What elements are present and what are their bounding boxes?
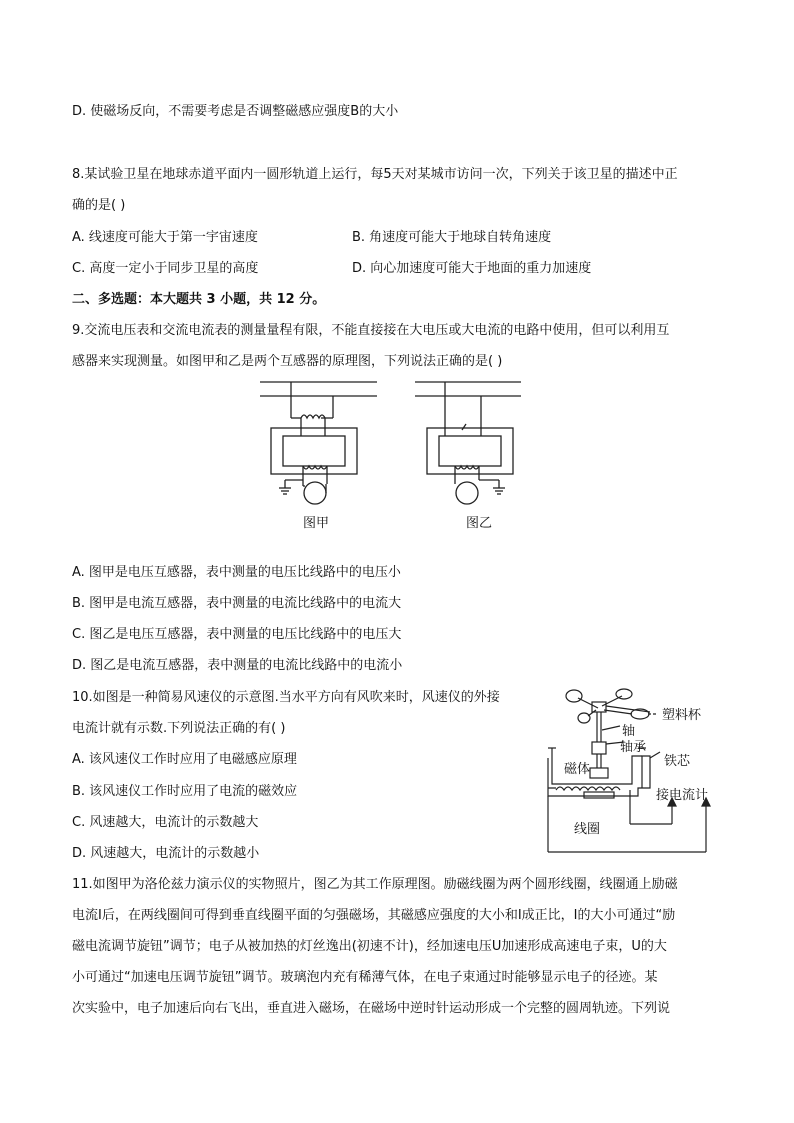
- q10-option-b: B. 该风速仪工作时应用了电流的磁效应: [72, 784, 298, 799]
- figure-label-b: 图乙: [466, 516, 493, 531]
- q9-stem-line2: 感器来实现测量。如图甲和乙是两个互感器的原理图，下列说法正确的是( ): [72, 354, 503, 369]
- q10-stem-line2: 电流计就有示数.下列说法正确的有( ): [72, 721, 286, 736]
- q9-option-b: B. 图甲是电流互感器，表中测量的电流比线路中的电流大: [72, 596, 402, 611]
- q8-option-d: D. 向心加速度可能大于地面的重力加速度: [352, 261, 592, 276]
- q8-stem-line2: 确的是( ): [72, 198, 126, 213]
- label-coil: 线圈: [574, 822, 601, 837]
- label-meter: 接电流计: [656, 788, 709, 803]
- q9-option-c: C. 图乙是电压互感器，表中测量的电压比线路中的电压大: [72, 627, 402, 642]
- q8-option-b: B. 角速度可能大于地球自转角速度: [352, 230, 552, 245]
- q9-stem-line1: 9.交流电压表和交流电流表的测量量程有限，不能直接接在大电压或大电流的电路中使用，但可以利用互: [72, 323, 670, 338]
- q9-option-a: A. 图甲是电压互感器，表中测量的电压比线路中的电压小: [72, 565, 401, 580]
- label-core: 铁芯: [664, 754, 691, 769]
- q10-stem-line1: 10.如图是一种简易风速仪的示意图.当水平方向有风吹来时，风速仪的外接: [72, 690, 500, 705]
- label-bearing: 轴承: [620, 740, 647, 755]
- q11-line4: 小可通过“加速电压调节旋钮”调节。玻璃泡内充有稀薄气体，在电子束通过时能够显示电子的径迹。某: [72, 970, 658, 985]
- transformer-diagram: [255, 376, 525, 511]
- label-axis: 轴: [622, 724, 636, 739]
- q7-option-d: D. 使磁场反向，不需要考虑是否调整磁感应强度B的大小: [72, 104, 399, 119]
- q11-line2: 电流I后，在两线圈间可得到垂直线圈平面的匀强磁场，其磁感应强度的大小和I成正比，I的大小可通过“励: [72, 908, 676, 923]
- q11-line1: 11.如图甲为洛伦兹力演示仪的实物照片，图乙为其工作原理图。励磁线圈为两个圆形线圈，线圈通上励磁: [72, 877, 678, 892]
- q10-option-c: C. 风速越大，电流计的示数越大: [72, 815, 259, 830]
- q8-option-c: C. 高度一定小于同步卫星的高度: [72, 261, 259, 276]
- q10-option-a: A. 该风速仪工作时应用了电磁感应原理: [72, 752, 297, 767]
- figure-label-a: 图甲: [303, 516, 330, 531]
- q10-option-d: D. 风速越大，电流计的示数越小: [72, 846, 260, 861]
- section-heading-multiple-choice: 二、多选题：本大题共 3 小题，共 12 分。: [72, 292, 326, 307]
- label-cup: 塑料杯: [662, 708, 702, 723]
- q8-stem-line1: 8.某试验卫星在地球赤道平面内一圆形轨道上运行，每5天对某城市访问一次，下列关于该卫星的描述中正: [72, 167, 678, 182]
- label-magnet: 磁体: [564, 762, 591, 777]
- q9-option-d: D. 图乙是电流互感器，表中测量的电流比线路中的电流小: [72, 658, 403, 673]
- q8-option-a: A. 线速度可能大于第一宇宙速度: [72, 230, 258, 245]
- q11-line3: 磁电流调节旋钮”调节；电子从被加热的灯丝逸出(初速不计)，经加速电压U加速形成高速电子束，U的大: [72, 939, 667, 954]
- q11-line5: 次实验中，电子加速后向右飞出，垂直进入磁场，在磁场中逆时针运动形成一个完整的圆周轨迹。下列说: [72, 1001, 671, 1016]
